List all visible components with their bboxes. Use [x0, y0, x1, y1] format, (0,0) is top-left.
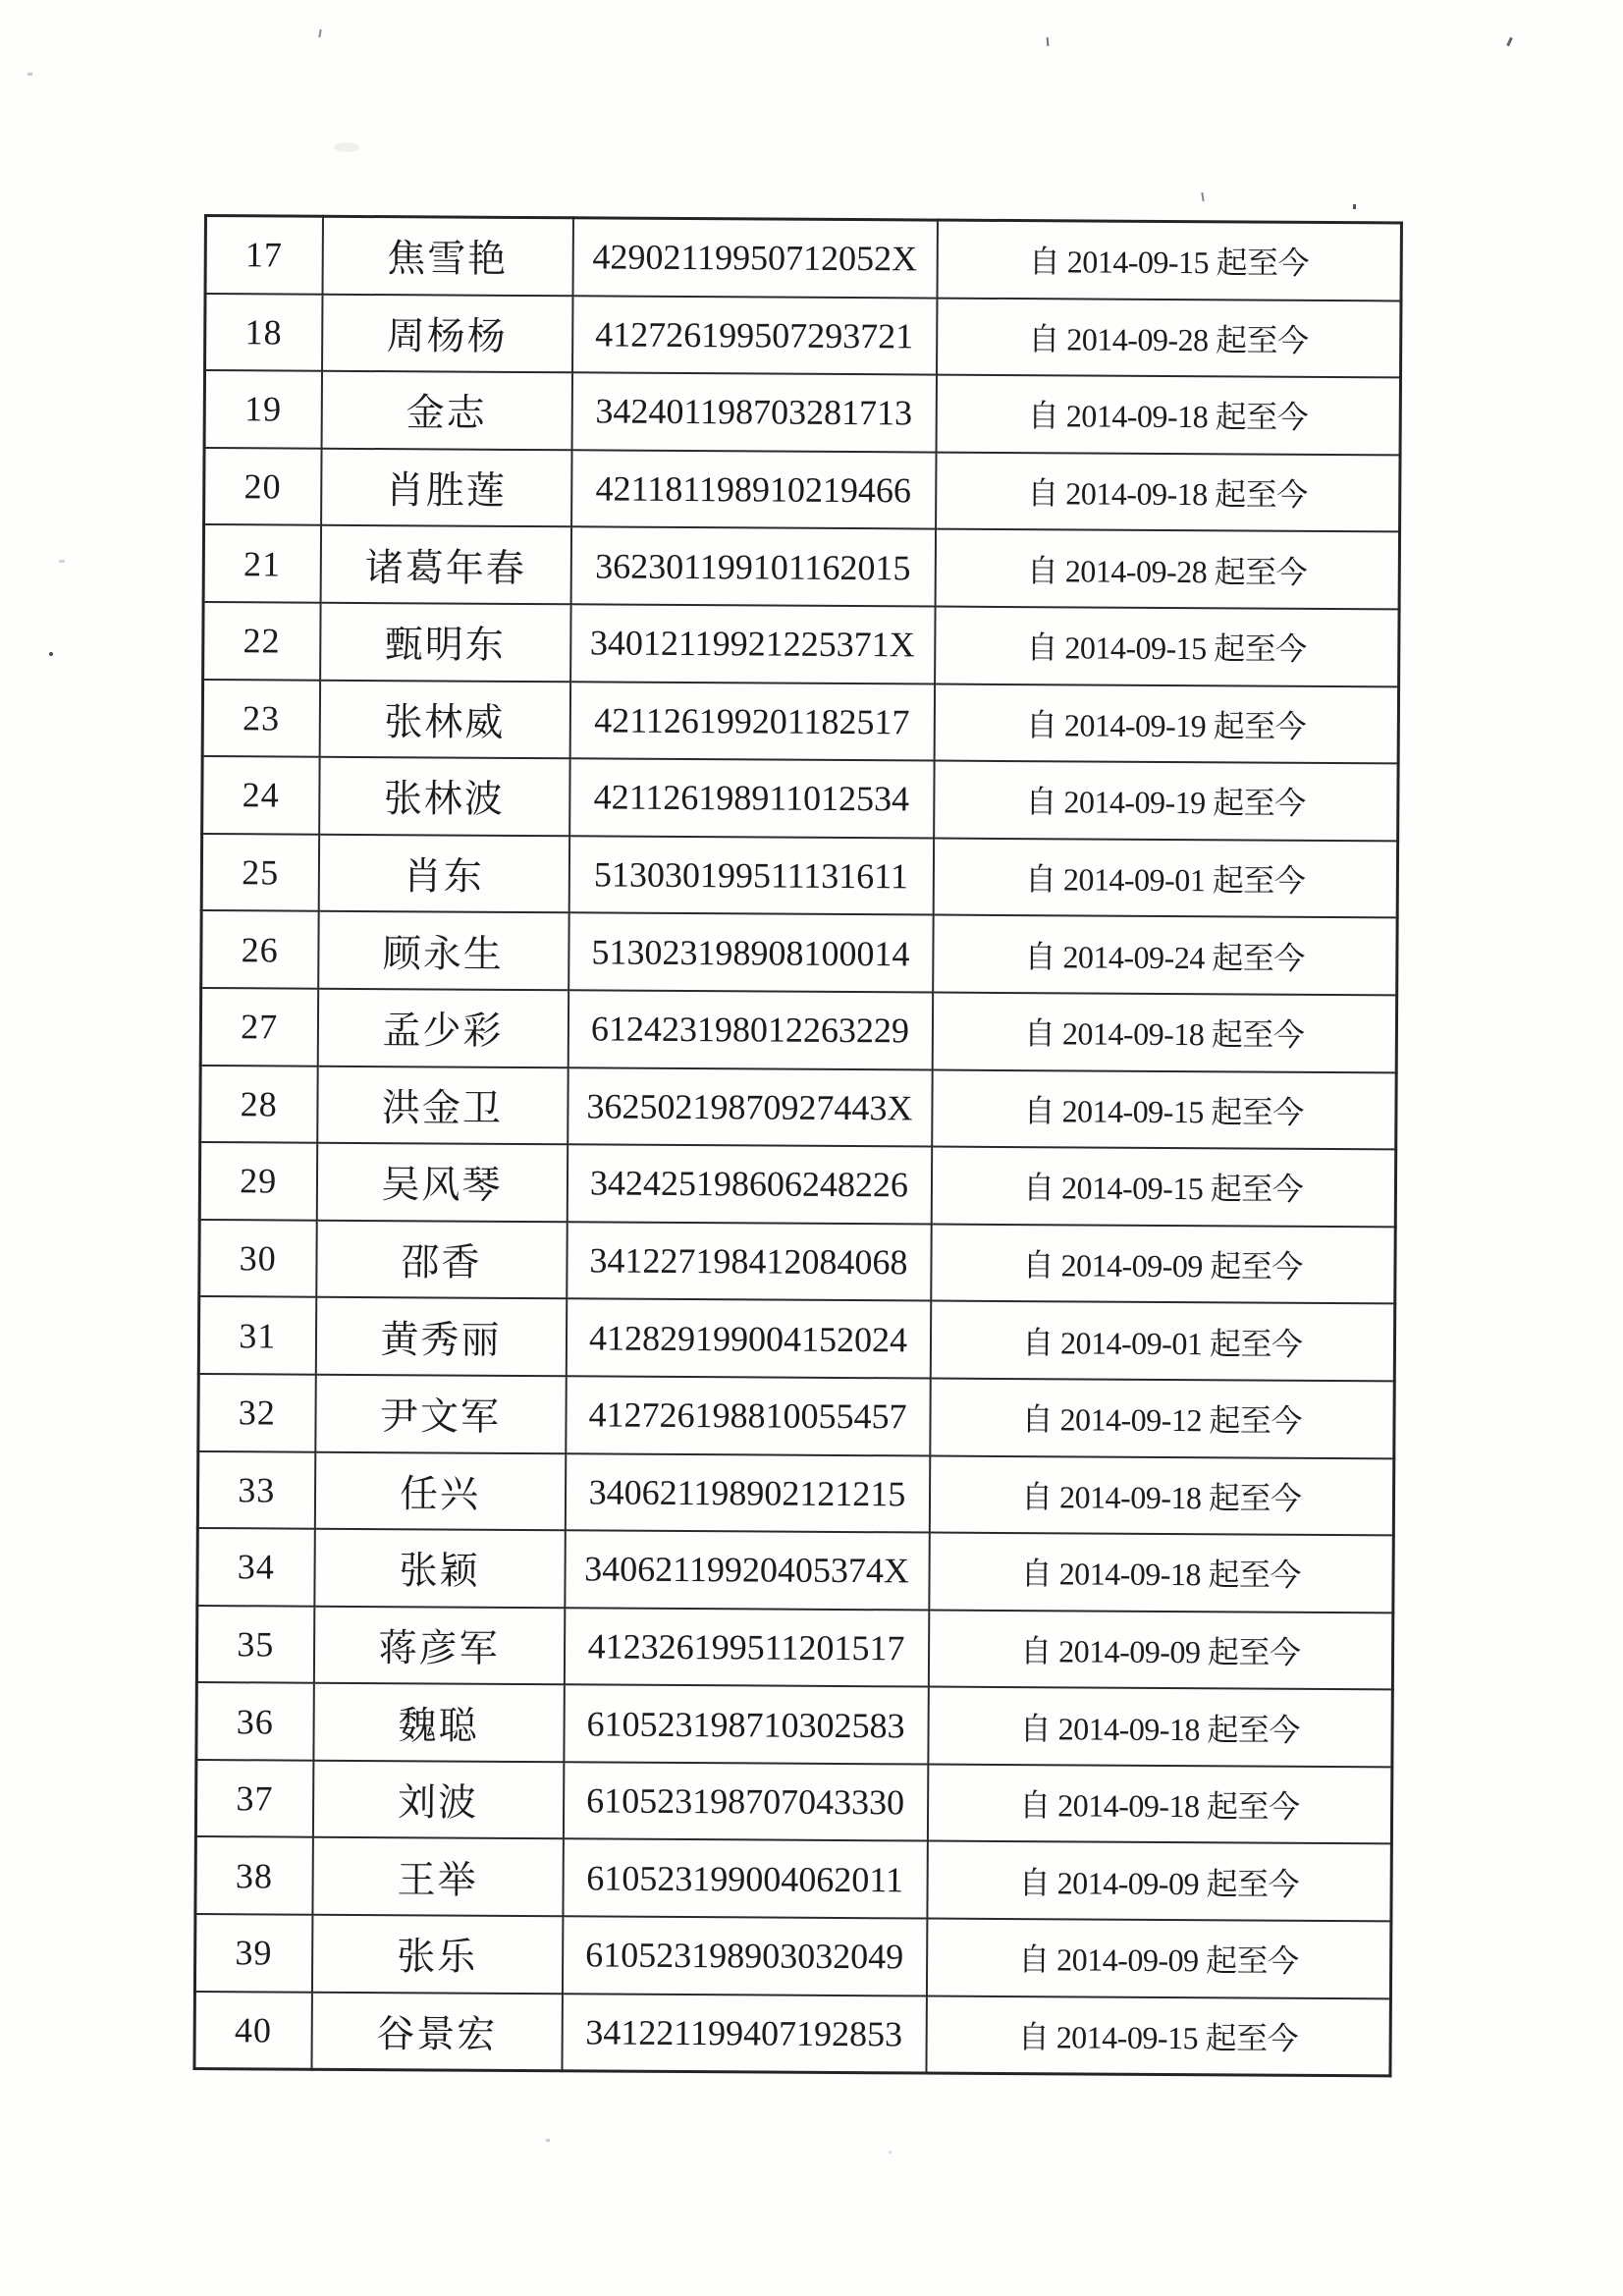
roster-table	[192, 214, 1403, 2078]
row-id-cell: 42902119950712052X	[572, 218, 937, 298]
table-row	[201, 910, 1397, 995]
table-row	[200, 1066, 1396, 1150]
row-name-cell: 焦雪艳	[322, 216, 572, 296]
row-period-cell: 自 2014-09-15 起至今	[931, 1147, 1395, 1227]
table-row	[203, 524, 1399, 609]
row-period-cell: 自 2014-09-09 起至今	[926, 1919, 1390, 1998]
row-index-cell: 23	[202, 680, 319, 757]
row-id-cell: 340621198902121215	[565, 1453, 929, 1533]
row-period-cell: 自 2014-09-09 起至今	[931, 1224, 1395, 1303]
row-name-cell: 刘波	[312, 1761, 563, 1839]
row-index-cell: 18	[205, 294, 322, 371]
row-name-cell: 王举	[312, 1837, 563, 1916]
table-row	[196, 1682, 1392, 1767]
row-name-cell: 张乐	[311, 1915, 562, 1994]
row-name-cell: 黄秀丽	[315, 1297, 566, 1376]
row-id-cell: 362301199101162015	[570, 527, 935, 607]
row-index-cell: 35	[196, 1606, 313, 1683]
table-row	[202, 680, 1398, 764]
row-period-cell: 自 2014-09-01 起至今	[933, 838, 1397, 917]
table-row	[204, 448, 1400, 532]
table-row	[200, 988, 1396, 1072]
row-id-cell: 610523198707043330	[563, 1762, 927, 1841]
table-row	[195, 1836, 1391, 1921]
row-period-cell: 自 2014-09-18 起至今	[929, 1455, 1393, 1535]
scan-speckle	[1353, 204, 1356, 209]
table-row	[194, 1992, 1390, 2077]
row-period-cell: 自 2014-09-18 起至今	[936, 375, 1400, 455]
row-name-cell: 顾永生	[318, 911, 568, 990]
row-index-cell: 20	[204, 448, 321, 525]
row-id-cell: 610523198903032049	[562, 1916, 926, 1995]
row-index-cell: 33	[197, 1450, 314, 1528]
row-period-cell: 自 2014-09-15 起至今	[926, 1995, 1390, 2076]
row-name-cell: 肖东	[318, 834, 568, 912]
row-id-cell: 610523198710302583	[564, 1685, 928, 1765]
scan-speckle	[546, 2139, 550, 2142]
row-id-cell: 34012119921225371X	[570, 604, 935, 683]
row-period-cell: 自 2014-09-28 起至今	[937, 298, 1401, 377]
row-period-cell: 自 2014-09-18 起至今	[932, 992, 1396, 1071]
scan-speckle	[889, 2151, 892, 2154]
row-name-cell: 张颖	[314, 1529, 565, 1608]
row-index-cell: 29	[199, 1142, 316, 1220]
row-index-cell: 22	[203, 602, 320, 680]
row-index-cell: 17	[205, 216, 322, 295]
row-index-cell: 40	[194, 1992, 311, 2070]
table-row	[205, 294, 1401, 378]
scan-speckle	[318, 29, 321, 37]
row-period-cell: 自 2014-09-15 起至今	[937, 220, 1401, 301]
row-index-cell: 30	[199, 1220, 316, 1297]
row-index-cell: 19	[204, 370, 321, 448]
row-id-cell: 341227198412084068	[567, 1222, 931, 1301]
row-name-cell: 蒋彦军	[313, 1606, 564, 1684]
row-period-cell: 自 2014-09-15 起至今	[932, 1069, 1396, 1149]
row-name-cell: 张林威	[319, 680, 569, 758]
row-period-cell: 自 2014-09-19 起至今	[934, 761, 1398, 841]
row-id-cell: 342401198703281713	[571, 372, 936, 452]
row-index-cell: 27	[200, 988, 317, 1066]
scan-speckle	[49, 652, 53, 656]
row-id-cell: 421126198911012534	[569, 758, 934, 838]
row-id-cell: 513030199511131611	[568, 836, 933, 915]
row-period-cell: 自 2014-09-28 起至今	[935, 529, 1399, 609]
row-index-cell: 28	[200, 1066, 317, 1143]
scan-speckle	[59, 560, 65, 563]
row-period-cell: 自 2014-09-01 起至今	[930, 1301, 1394, 1381]
row-id-cell: 342425198606248226	[567, 1144, 931, 1224]
row-name-cell: 甄明东	[320, 603, 570, 682]
table-row	[197, 1528, 1393, 1613]
row-period-cell: 自 2014-09-15 起至今	[935, 607, 1399, 686]
row-period-cell: 自 2014-09-09 起至今	[928, 1610, 1392, 1689]
row-name-cell: 周杨杨	[322, 294, 572, 372]
row-name-cell: 任兴	[314, 1451, 565, 1530]
row-id-cell: 421126199201182517	[569, 682, 934, 761]
row-id-cell: 412829199004152024	[566, 1299, 930, 1379]
scan-speckle	[1047, 37, 1050, 46]
table-row	[203, 602, 1399, 686]
row-id-cell: 421181198910219466	[571, 450, 936, 529]
row-name-cell: 金志	[321, 371, 571, 450]
table-row	[202, 756, 1398, 841]
row-id-cell: 513023198908100014	[568, 913, 933, 993]
row-period-cell: 自 2014-09-09 起至今	[927, 1841, 1391, 1921]
row-name-cell: 谷景宏	[311, 1992, 562, 2071]
row-period-cell: 自 2014-09-19 起至今	[934, 683, 1398, 763]
row-period-cell: 自 2014-09-18 起至今	[928, 1687, 1392, 1767]
row-id-cell: 36250219870927443X	[568, 1067, 932, 1147]
roster-table-wrapper	[192, 214, 1403, 2078]
row-name-cell: 诸葛年春	[320, 525, 570, 604]
scan-speckle	[27, 73, 32, 76]
table-row	[194, 1914, 1390, 1998]
row-index-cell: 24	[202, 756, 319, 834]
row-name-cell: 张林波	[319, 757, 569, 836]
roster-table-body	[194, 216, 1402, 2077]
scan-speckle	[334, 142, 359, 152]
scan-speckle	[1506, 37, 1513, 46]
table-row	[195, 1760, 1391, 1844]
row-name-cell: 孟少彩	[317, 989, 568, 1067]
row-id-cell: 612423198012263229	[568, 990, 932, 1069]
row-name-cell: 肖胜莲	[321, 449, 571, 527]
row-index-cell: 26	[201, 910, 318, 988]
row-name-cell: 邵香	[316, 1220, 567, 1298]
row-index-cell: 32	[198, 1374, 315, 1451]
row-period-cell: 自 2014-09-18 起至今	[927, 1764, 1391, 1843]
table-row	[197, 1450, 1393, 1535]
row-name-cell: 洪金卫	[317, 1066, 568, 1144]
row-period-cell: 自 2014-09-12 起至今	[930, 1378, 1394, 1457]
row-id-cell: 610523199004062011	[563, 1839, 927, 1919]
row-index-cell: 38	[195, 1836, 312, 1914]
row-index-cell: 36	[196, 1682, 313, 1760]
row-index-cell: 37	[195, 1760, 312, 1837]
row-period-cell: 自 2014-09-18 起至今	[936, 452, 1400, 531]
row-name-cell: 尹文军	[315, 1375, 566, 1453]
row-index-cell: 31	[198, 1296, 315, 1374]
row-id-cell: 412726198810055457	[566, 1376, 930, 1455]
row-index-cell: 21	[203, 524, 320, 602]
table-row	[205, 216, 1401, 301]
row-index-cell: 25	[201, 834, 318, 911]
row-id-cell: 34062119920405374X	[565, 1530, 929, 1610]
row-index-cell: 39	[194, 1914, 311, 1992]
table-row	[204, 370, 1400, 455]
table-row	[199, 1142, 1395, 1227]
row-id-cell: 412326199511201517	[564, 1608, 928, 1687]
row-period-cell: 自 2014-09-18 起至今	[929, 1533, 1393, 1613]
row-name-cell: 吴风琴	[316, 1143, 567, 1222]
table-row	[201, 834, 1397, 918]
row-name-cell: 魏聪	[313, 1683, 564, 1762]
table-row	[198, 1374, 1394, 1458]
row-id-cell: 341221199407192853	[562, 1994, 926, 2073]
row-index-cell: 34	[197, 1528, 314, 1606]
row-id-cell: 412726199507293721	[572, 296, 937, 375]
table-row	[198, 1296, 1394, 1381]
table-row	[196, 1606, 1392, 1690]
table-row	[199, 1220, 1395, 1304]
row-period-cell: 自 2014-09-24 起至今	[933, 915, 1397, 995]
scan-speckle	[1201, 192, 1204, 201]
